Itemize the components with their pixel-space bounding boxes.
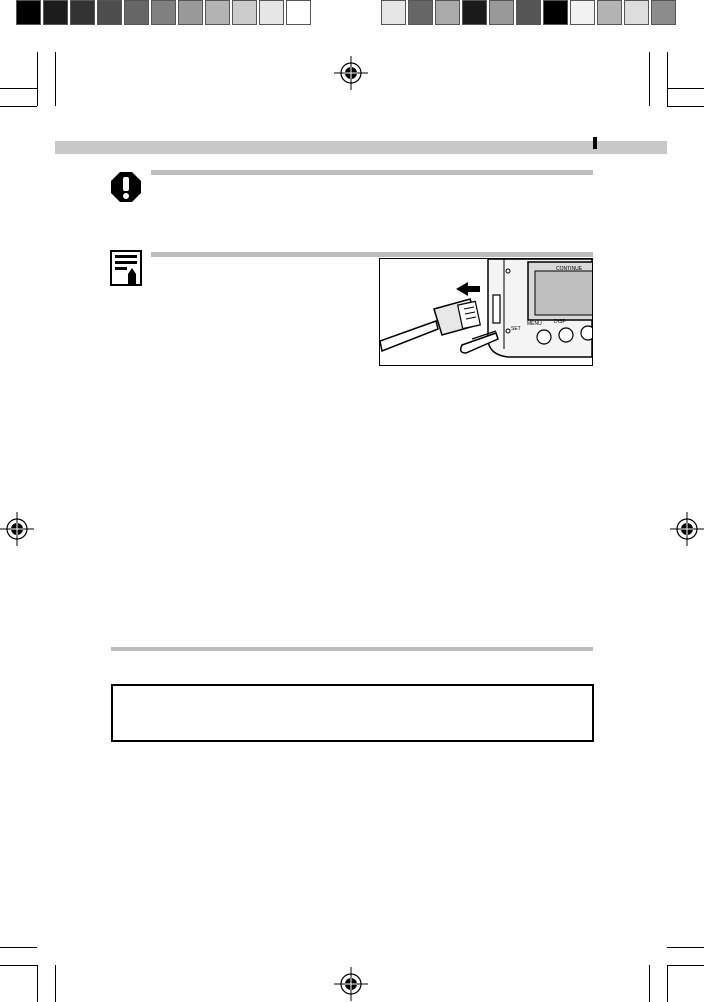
header-band: [55, 141, 667, 154]
section-divider: [111, 647, 593, 651]
color-swatch: [597, 0, 622, 25]
crop-mark: [649, 52, 650, 106]
button-label-menu: MENU: [527, 321, 542, 327]
color-swatch: [651, 0, 676, 25]
color-swatch: [259, 0, 284, 25]
color-swatch: [43, 0, 68, 25]
color-swatch: [570, 0, 595, 25]
note-icon: [110, 250, 142, 286]
color-swatch: [178, 0, 203, 25]
crop-mark: [55, 965, 56, 1002]
color-swatch: [543, 0, 568, 25]
camera-cable-illustration: [379, 258, 593, 366]
right-color-bar: [381, 0, 678, 27]
button-label-set: SET: [511, 326, 521, 332]
color-swatch: [124, 0, 149, 25]
registration-target-icon: [670, 512, 704, 546]
camera-connector-drawing: [380, 259, 592, 365]
boxed-note-frame: [111, 684, 594, 742]
crop-mark: [0, 965, 37, 966]
crop-mark: [667, 947, 704, 948]
color-swatch: [489, 0, 514, 25]
registration-target-icon: [0, 512, 34, 546]
crop-mark: [667, 88, 704, 89]
button-label-disp: DISP: [554, 319, 566, 325]
color-swatch: [462, 0, 487, 25]
color-swatch: [232, 0, 257, 25]
crop-mark: [667, 965, 704, 966]
crop-mark: [667, 106, 704, 107]
crop-mark: [0, 947, 37, 948]
camera-label-text: CONTINUE: [556, 266, 583, 272]
crop-mark: [55, 52, 56, 106]
crop-mark: [37, 52, 38, 106]
caution-icon: [110, 171, 142, 203]
color-swatch: [286, 0, 311, 25]
crop-mark: [0, 106, 37, 107]
crop-mark: [667, 965, 668, 1002]
color-swatch: [151, 0, 176, 25]
registration-target-icon: [334, 967, 368, 1001]
color-swatch: [97, 0, 122, 25]
color-swatch: [408, 0, 433, 25]
caution-rule: [151, 170, 593, 175]
registration-target-icon: [334, 56, 368, 90]
note-rule: [151, 252, 593, 257]
crop-mark: [37, 965, 38, 1002]
header-marker: [593, 137, 597, 149]
crop-mark: [649, 965, 650, 1002]
crop-mark: [667, 52, 668, 106]
color-swatch: [381, 0, 406, 25]
color-swatch: [435, 0, 460, 25]
color-swatch: [16, 0, 41, 25]
crop-mark: [0, 88, 37, 89]
color-swatch: [624, 0, 649, 25]
color-swatch: [516, 0, 541, 25]
color-swatch: [70, 0, 95, 25]
left-color-bar: [16, 0, 313, 27]
color-swatch: [205, 0, 230, 25]
